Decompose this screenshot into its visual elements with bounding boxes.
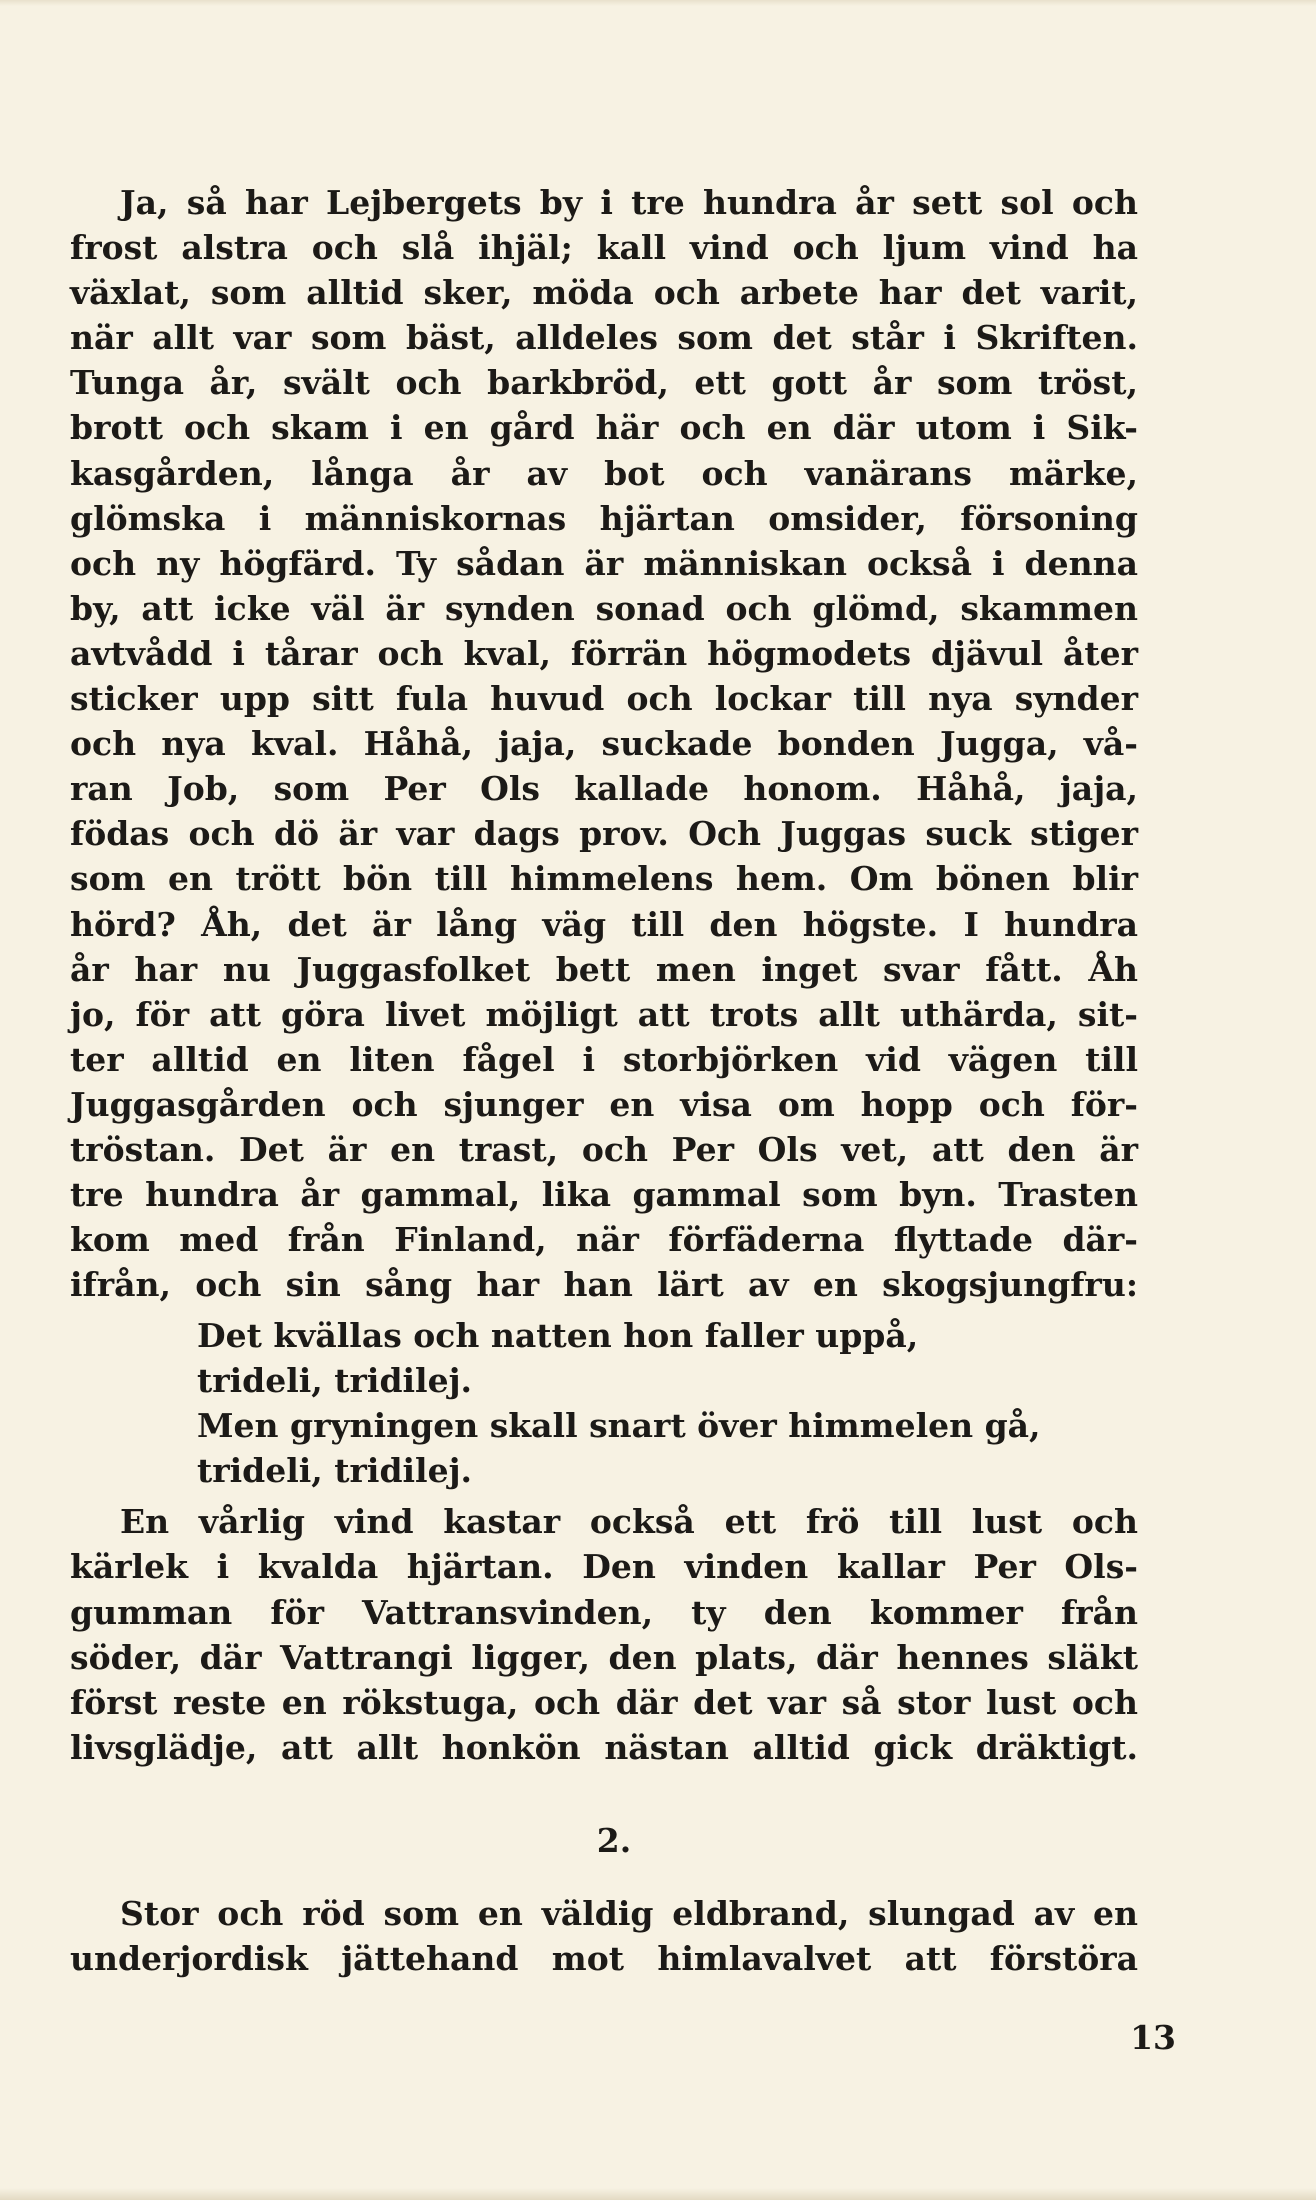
text-line: kasgården, långa år av bot och vanärans märke,	[70, 453, 1138, 493]
text-line: söder, där Vattrangi ligger, den plats, där hennes släkt	[70, 1637, 1138, 1677]
paragraph-3	[70, 1891, 1138, 1981]
text-line: avtvådd i tårar och kval, förrän högmodets djävul åter	[70, 633, 1138, 673]
text-line: kärlek i kvalda hjärtan. Den vinden kallar Per Ols-	[70, 1547, 1138, 1587]
text-line: när allt var som bäst, alldeles som det står i Skriften.	[70, 318, 1138, 358]
text-line: ter alltid en liten fågel i storbjörken vid vägen till	[70, 1039, 1138, 1079]
text-line: växlat, som alltid sker, möda och arbete har det varit,	[70, 273, 1138, 313]
text-line: by, att icke väl är synden sonad och glömd, skammen	[70, 588, 1138, 628]
body-text	[70, 180, 1138, 1981]
page-number: 13	[1130, 2018, 1176, 2057]
text-line: och nya kval. Håhå, jaja, suckade bonden Jugga, vå-	[70, 724, 1138, 764]
text-line: kom med från Finland, när förfäderna flyttade där-	[70, 1220, 1138, 1260]
verse-line: Men gryningen skall snart över himmelen gå,	[197, 1406, 1041, 1446]
paragraph-2	[70, 1499, 1138, 1770]
verse-line: trideli, tridilej.	[197, 1451, 473, 1491]
text-line: underjordisk jättehand mot himlavalvet att förstöra	[70, 1939, 1138, 1978]
text-line: ran Job, som Per Ols kallade honom. Håhå, jaja,	[70, 769, 1138, 809]
text-line: som en trött bön till himmelens hem. Om bönen blir	[70, 859, 1138, 899]
text-line: jo, för att göra livet möjligt att trots allt uthärda, sit-	[70, 994, 1138, 1034]
section-gap	[70, 1863, 1138, 1891]
text-line: gumman för Vattransvinden, ty den kommer från	[70, 1592, 1138, 1632]
verse-line: trideli, tridilej.	[197, 1361, 473, 1401]
section-number: 2.	[596, 1820, 632, 1860]
text-line: brott och skam i en gård här och en där utom i Sik-	[70, 408, 1138, 448]
text-line: ifrån, och sin sång har han lärt av en skogsjungfru:	[70, 1265, 1138, 1305]
text-line: Juggasgården och sjunger en visa om hopp och för-	[70, 1084, 1138, 1124]
page-bottom-edge	[0, 2188, 1316, 2200]
text-line: En vårlig vind kastar också ett frö till lust och	[120, 1502, 1138, 1542]
text-line: först reste en rökstuga, och där det var så stor lust och	[70, 1682, 1138, 1722]
section-gap	[70, 1770, 1138, 1818]
text-line: tre hundra år gammal, lika gammal som byn. Trasten	[70, 1175, 1138, 1215]
text-line: Ja, så har Lejbergets by i tre hundra år sett sol och	[120, 183, 1138, 222]
text-line: tröstan. Det är en trast, och Per Ols vet, att den är	[70, 1129, 1138, 1169]
text-line: sticker upp sitt fula huvud och lockar till nya synder	[70, 679, 1138, 719]
text-line: livsglädje, att allt honkön nästan alltid gick dräktigt.	[70, 1727, 1138, 1767]
text-line: hörd? Åh, det är lång väg till den högste. I hundra	[70, 904, 1138, 944]
verse-line: Det kvällas och natten hon faller uppå,	[197, 1316, 919, 1356]
text-line: frost alstra och slå ihjäl; kall vind och ljum vind ha	[70, 228, 1138, 268]
verse	[197, 1313, 1138, 1493]
text-line: födas och dö är var dags prov. Och Juggas suck stiger	[70, 814, 1138, 854]
text-line: glömska i människornas hjärtan omsider, försoning	[70, 498, 1138, 538]
text-line: Stor och röd som en väldig eldbrand, slungad av en	[120, 1893, 1138, 1933]
page-top-edge	[0, 0, 1316, 6]
text-line: och ny högfärd. Ty sådan är människan också i denna	[70, 543, 1138, 583]
paragraph-1	[70, 180, 1138, 1307]
text-line: Tunga år, svält och barkbröd, ett gott år som tröst,	[70, 363, 1138, 403]
text-line: år har nu Juggasfolket bett men inget svar fått. Åh	[70, 949, 1138, 989]
